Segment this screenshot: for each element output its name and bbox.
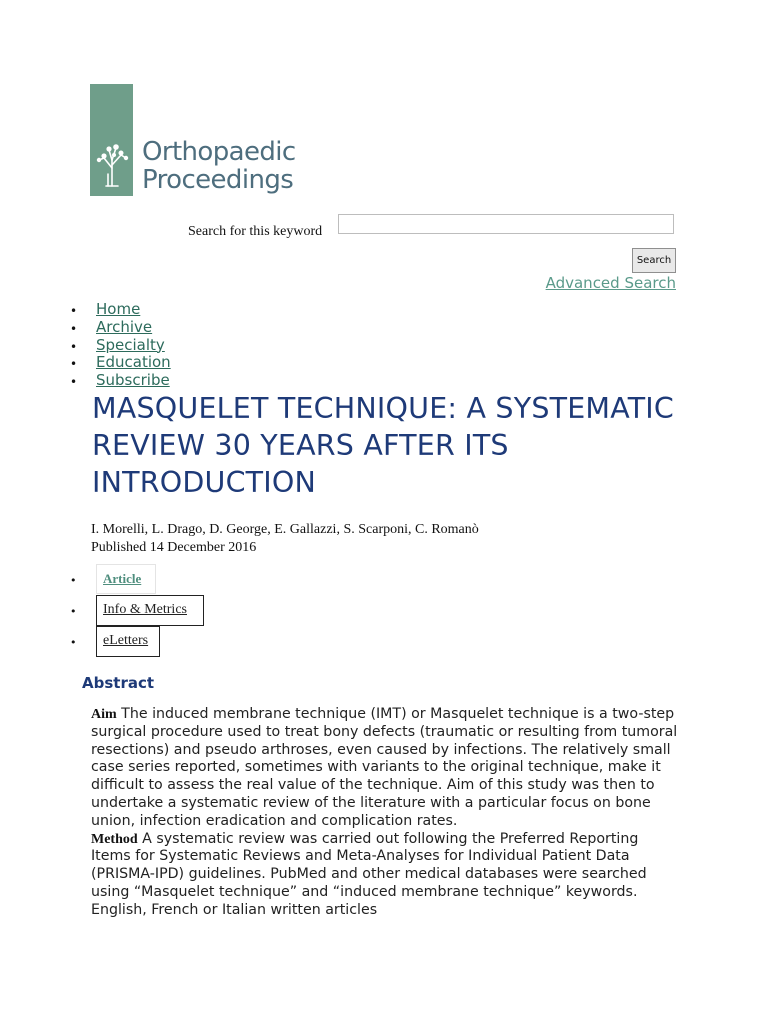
nav-link-specialty[interactable]: Specialty xyxy=(96,335,165,354)
logo-line-1: Orthopaedic xyxy=(142,137,296,167)
tab-article[interactable]: Article xyxy=(96,564,156,594)
article-authors: I. Morelli, L. Drago, D. George, E. Gallazzi, S. Scarponi, C. Romanò xyxy=(91,522,479,537)
tree-icon xyxy=(92,138,132,188)
method-label: Method xyxy=(91,831,138,847)
article-title: MASQUELET TECHNIQUE: A SYSTEMATIC REVIEW 30 YEARS AFTER ITS INTRODUCTION xyxy=(92,392,675,499)
tab-bullet: • xyxy=(70,636,77,649)
abstract-aim xyxy=(91,706,681,831)
nav-link-archive[interactable]: Archive xyxy=(96,317,153,336)
logo-line-2: Proceedings xyxy=(142,165,294,195)
tab-info-metrics[interactable]: Info & Metrics xyxy=(96,595,204,626)
aim-text: The induced membrane technique (IMT) or Masquelet technique is a two-step surgical procedure used to treat bony defects (traumatic or resulting from tumoral resections) and pseudo arthroses, even caused by infections. The relatively small case series reported, sometimes with variants to the original technique, make it difficult to assess the real value of the technique. Aim of this study was then to undertake a systematic review of the literature with a particular focus on bone union, infection eradication and complication rates. xyxy=(91,706,678,829)
publication-date: Published 14 December 2016 xyxy=(91,540,257,555)
nav-link-subscribe[interactable]: Subscribe xyxy=(96,371,170,390)
abstract-body xyxy=(91,706,681,920)
abstract-heading: Abstract xyxy=(82,674,155,692)
nav-link-education[interactable]: Education xyxy=(96,353,171,372)
aim-label: Aim xyxy=(91,707,117,722)
abstract-method xyxy=(91,831,681,920)
tab-eletters[interactable]: eLetters xyxy=(96,626,160,657)
logo-text xyxy=(142,138,296,194)
method-text: A systematic review was carried out following the Preferred Reporting Items for Systematic Reviews and Meta-Analyses for Individual Patient Data (PRISMA-IPD) guidelines. PubMed and other medical databases were searched using “Masquelet technique” and “induced membrane technique” keywords. English, French or Italian written articles xyxy=(91,830,647,918)
nav-link-home[interactable]: Home xyxy=(96,300,141,318)
tab-bullet: • xyxy=(70,574,77,587)
tab-bullet: • xyxy=(70,605,77,618)
search-input[interactable] xyxy=(338,214,674,234)
search-label: Search for this keyword xyxy=(188,224,323,239)
advanced-search-link[interactable]: Advanced Search xyxy=(545,274,676,292)
search-button[interactable]: Search xyxy=(632,248,676,273)
